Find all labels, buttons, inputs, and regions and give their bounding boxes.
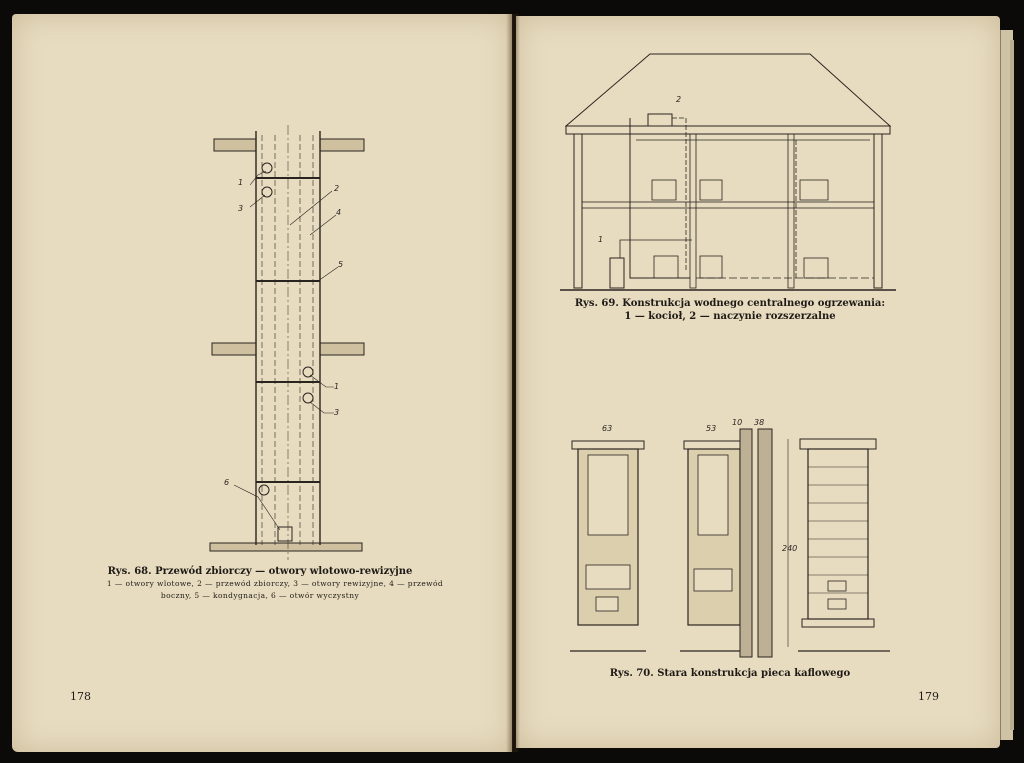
- fig69-label-1: 1: [598, 235, 604, 244]
- fig68-label-2: 2: [334, 184, 340, 193]
- fig70-dim-63: 63: [602, 424, 613, 433]
- fig68-label-1a: 1: [238, 178, 244, 187]
- fig68-label-1b: 1: [334, 382, 340, 391]
- figure-69-caption-line1: Rys. 69. Konstrukcja wodnego centralnego ogrzewania:: [574, 298, 886, 309]
- fig68-label-6: 6: [224, 478, 230, 487]
- figure-70-caption: Rys. 70. Stara konstrukcja pieca kaflowego: [609, 668, 851, 679]
- page-number-right: 179: [918, 690, 939, 703]
- figure-68-caption: Rys. 68. Przewód zbiorczy — otwory wlotowo-rewizyjne: [107, 566, 413, 577]
- fig70-dim-53: 53: [706, 424, 717, 433]
- fig69-label-2: 2: [676, 95, 682, 104]
- ceiling-slab-mid-left: [212, 343, 256, 355]
- floor-slab: [210, 543, 362, 551]
- figure-68-drawing: [200, 125, 380, 560]
- page-number-left: 178: [70, 690, 91, 703]
- page-edges-back: [1010, 40, 1014, 730]
- fig70-dim-38: 38: [754, 418, 765, 427]
- ceiling-slab-mid-right: [320, 343, 364, 355]
- ceiling-slab-top-left: [214, 139, 256, 151]
- fig68-label-5: 5: [338, 260, 344, 269]
- fig68-label-3b: 3: [334, 408, 340, 417]
- figure-69-caption-line2: 1 — kocioł, 2 — naczynie rozszerzalne: [624, 311, 836, 322]
- figure-70-drawing: [560, 415, 900, 665]
- fig68-label-4: 4: [336, 208, 342, 217]
- figure-68-legend-line2: boczny, 5 — kondygnacja, 6 — otwór wyczystny: [160, 591, 360, 600]
- figure-69-drawing: [560, 50, 900, 295]
- fig70-dim-10: 10: [732, 418, 743, 427]
- figure-68-legend-line1: 1 — otwory wlotowe, 2 — przewód zbiorczy, 3 — otwory rewizyjne, 4 — przewód: [106, 579, 444, 588]
- book-gutter: [506, 14, 520, 752]
- fig68-label-3a: 3: [238, 204, 244, 213]
- fig70-dim-240: 240: [782, 544, 798, 553]
- ceiling-slab-top-right: [320, 139, 364, 151]
